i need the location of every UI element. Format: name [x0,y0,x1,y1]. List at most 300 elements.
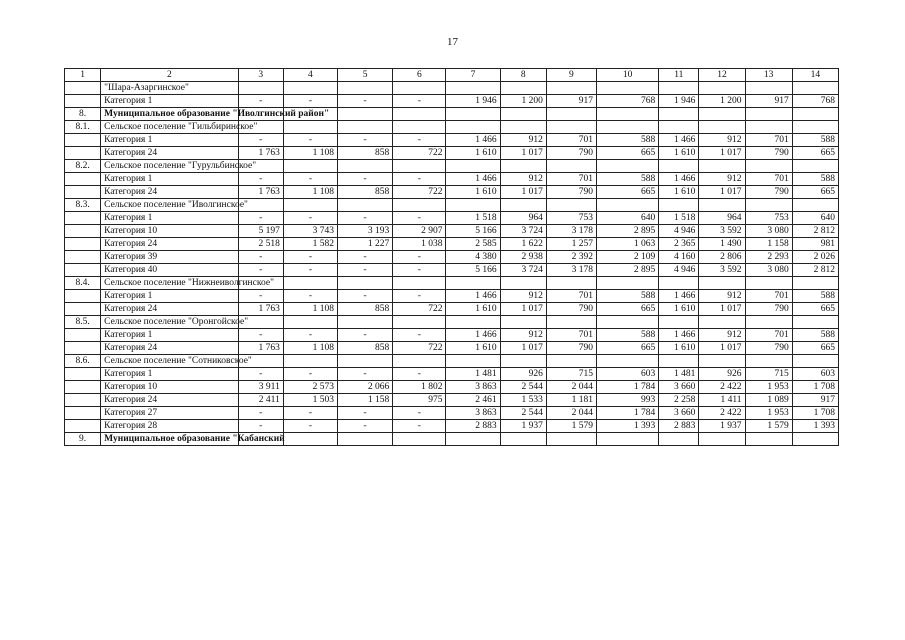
value-cell [283,82,337,95]
value-cell: 5 166 [446,225,500,238]
row-name: Муниципальное образование "Иволгинский район" [101,108,239,121]
value-cell: 701 [745,134,792,147]
value-cell: 2 895 [597,264,659,277]
value-cell: 2 411 [238,394,283,407]
value-cell [745,160,792,173]
value-cell: 912 [500,329,546,342]
row-index [65,303,101,316]
value-cell: 2 422 [699,407,745,420]
value-cell: 1 017 [699,303,745,316]
row-index: 9. [65,433,101,446]
value-cell [792,316,838,329]
value-cell [393,355,446,368]
row-name: Категория 1 [101,329,239,342]
row-index [65,290,101,303]
row-index [65,186,101,199]
value-cell: 2 109 [597,251,659,264]
value-cell: - [283,368,337,381]
value-cell [699,355,745,368]
value-cell: - [393,95,446,108]
value-cell: 858 [338,342,393,355]
value-cell: 603 [792,368,838,381]
value-cell [745,82,792,95]
value-cell: 1 466 [446,290,500,303]
column-header: 8 [500,69,546,82]
value-cell: 665 [597,147,659,160]
value-cell: 975 [393,394,446,407]
value-cell: 2 293 [745,251,792,264]
table-row [65,368,839,381]
table-row [65,394,839,407]
value-cell: 1 708 [792,407,838,420]
value-cell: 3 080 [745,225,792,238]
value-cell [393,108,446,121]
value-cell [283,160,337,173]
value-cell: 768 [597,95,659,108]
value-cell: 1 622 [500,238,546,251]
row-name: Категория 24 [101,147,239,160]
value-cell [446,82,500,95]
value-cell: 665 [597,303,659,316]
value-cell [338,199,393,212]
value-cell: 1 481 [446,368,500,381]
value-cell: - [393,212,446,225]
value-cell: - [393,420,446,433]
table-row [65,264,839,277]
value-cell: 790 [546,186,596,199]
row-index: 8.5. [65,316,101,329]
value-cell [699,316,745,329]
value-cell [699,277,745,290]
table-row [65,173,839,186]
value-cell: 926 [500,368,546,381]
row-name: Категория 1 [101,134,239,147]
row-index [65,251,101,264]
value-cell: 1 017 [500,186,546,199]
value-cell: 1 582 [283,238,337,251]
row-index: 8. [65,108,101,121]
table-row [65,316,839,329]
value-cell [283,121,337,134]
row-name: Категория 24 [101,394,239,407]
value-cell: 1 610 [659,303,699,316]
row-name: Категория 40 [101,264,239,277]
value-cell [446,355,500,368]
value-cell [446,121,500,134]
value-cell: 1 953 [745,381,792,394]
value-cell: 768 [792,95,838,108]
column-header: 1 [65,69,101,82]
row-index [65,264,101,277]
value-cell: - [393,407,446,420]
value-cell [546,316,596,329]
value-cell: 640 [792,212,838,225]
value-cell [338,355,393,368]
value-cell [546,121,596,134]
row-name: Категория 28 [101,420,239,433]
value-cell: 588 [597,290,659,303]
value-cell: 665 [792,303,838,316]
table-row [65,342,839,355]
value-cell: 2 812 [792,225,838,238]
value-cell: 701 [745,290,792,303]
value-cell: 1 610 [446,186,500,199]
row-index: 8.6. [65,355,101,368]
value-cell: 640 [597,212,659,225]
value-cell: 753 [745,212,792,225]
value-cell [283,433,337,446]
row-index [65,147,101,160]
value-cell: 665 [597,186,659,199]
value-cell: 3 178 [546,264,596,277]
value-cell: 1 017 [699,342,745,355]
value-cell: 4 946 [659,225,699,238]
value-cell [393,316,446,329]
value-cell [659,316,699,329]
value-cell [446,277,500,290]
value-cell: 701 [546,173,596,186]
value-cell: - [238,212,283,225]
row-index [65,95,101,108]
row-index [65,134,101,147]
value-cell: 1 518 [446,212,500,225]
value-cell [338,433,393,446]
table-row [65,407,839,420]
value-cell: 665 [792,342,838,355]
value-cell: 1 763 [238,147,283,160]
value-cell: - [393,368,446,381]
value-cell: 701 [546,329,596,342]
table-row [65,199,839,212]
value-cell: 753 [546,212,596,225]
row-name: Сельское поселение "Гурульбинское" [101,160,239,173]
row-index [65,238,101,251]
value-cell: 2 026 [792,251,838,264]
value-cell [338,108,393,121]
row-index [65,173,101,186]
value-cell [546,433,596,446]
value-cell: 2 044 [546,381,596,394]
value-cell [745,121,792,134]
value-cell: 603 [597,368,659,381]
value-cell [500,316,546,329]
value-cell: - [393,134,446,147]
row-name: Категория 39 [101,251,239,264]
value-cell [792,355,838,368]
value-cell [659,121,699,134]
value-cell: - [338,95,393,108]
value-cell: 1 017 [500,147,546,160]
table-row [65,95,839,108]
value-cell: 917 [792,394,838,407]
value-cell: 1 533 [500,394,546,407]
value-cell: 1 257 [546,238,596,251]
value-cell: 1 946 [659,95,699,108]
value-cell [597,108,659,121]
table-row [65,433,839,446]
value-cell [500,108,546,121]
value-cell: 701 [745,173,792,186]
table-row [65,303,839,316]
value-cell: 858 [338,147,393,160]
value-cell: 1 610 [659,147,699,160]
row-name: Категория 1 [101,95,239,108]
value-cell: 1 038 [393,238,446,251]
value-cell [546,199,596,212]
value-cell: - [338,329,393,342]
value-cell: - [283,264,337,277]
value-cell: 1 503 [283,394,337,407]
value-cell: 912 [699,329,745,342]
value-cell [659,160,699,173]
value-cell: 1 466 [446,173,500,186]
value-cell: 4 946 [659,264,699,277]
value-cell [699,82,745,95]
value-cell: 3 178 [546,225,596,238]
row-index [65,368,101,381]
value-cell [597,121,659,134]
value-cell [546,108,596,121]
value-cell: - [283,290,337,303]
value-cell: 3 660 [659,407,699,420]
table-row [65,290,839,303]
value-cell [792,82,838,95]
value-cell [597,316,659,329]
table-row [65,121,839,134]
value-cell [446,433,500,446]
value-cell: 2 883 [659,420,699,433]
value-cell: - [338,173,393,186]
value-cell: 665 [792,186,838,199]
value-cell: 2 806 [699,251,745,264]
value-cell: 1 200 [699,95,745,108]
value-cell: - [338,420,393,433]
table-row [65,329,839,342]
row-index [65,212,101,225]
row-name: Категория 24 [101,186,239,199]
value-cell: 3 743 [283,225,337,238]
value-cell: 1 158 [338,394,393,407]
value-cell: 790 [745,147,792,160]
value-cell: 2 365 [659,238,699,251]
value-cell: 858 [338,186,393,199]
row-name: Муниципальное образование "Кабанский [101,433,239,446]
row-index: 8.3. [65,199,101,212]
row-name: Сельское поселение "Гильбиринское" [101,121,239,134]
column-header: 2 [101,69,239,82]
value-cell: 722 [393,147,446,160]
value-cell: - [283,407,337,420]
value-cell [500,199,546,212]
value-cell [699,108,745,121]
value-cell: - [238,368,283,381]
column-header: 3 [238,69,283,82]
value-cell: 3 863 [446,407,500,420]
value-cell: 1 108 [283,186,337,199]
value-cell: - [393,173,446,186]
value-cell [659,199,699,212]
row-name: "Шара-Азаргинское" [101,82,239,95]
value-cell [792,160,838,173]
value-cell [792,433,838,446]
value-cell: - [338,251,393,264]
value-cell: 1 518 [659,212,699,225]
value-cell [338,121,393,134]
value-cell: 2 066 [338,381,393,394]
value-cell: 993 [597,394,659,407]
value-cell: 1 610 [659,342,699,355]
value-cell [792,277,838,290]
value-cell: 3 911 [238,381,283,394]
value-cell [597,277,659,290]
value-cell: - [338,290,393,303]
value-cell: 790 [546,303,596,316]
value-cell: 722 [393,186,446,199]
value-cell: 2 883 [446,420,500,433]
value-cell: 1 158 [745,238,792,251]
value-cell: 1 784 [597,407,659,420]
row-name: Категория 24 [101,303,239,316]
tariff-table [64,68,839,446]
value-cell [500,355,546,368]
value-cell [659,82,699,95]
value-cell: 3 193 [338,225,393,238]
value-cell: 1 017 [699,186,745,199]
value-cell: - [393,264,446,277]
value-cell: - [283,173,337,186]
value-cell: - [283,251,337,264]
value-cell: - [393,290,446,303]
row-name: Категория 1 [101,290,239,303]
value-cell: - [238,134,283,147]
value-cell [745,433,792,446]
value-cell [500,433,546,446]
value-cell: 912 [500,134,546,147]
value-cell: - [338,134,393,147]
value-cell: 1 393 [792,420,838,433]
value-cell [659,433,699,446]
value-cell: 1 481 [659,368,699,381]
value-cell [546,160,596,173]
table-row [65,108,839,121]
row-index [65,82,101,95]
value-cell: 1 579 [546,420,596,433]
value-cell: 981 [792,238,838,251]
value-cell: - [283,134,337,147]
value-cell: 926 [699,368,745,381]
value-cell: 1 610 [659,186,699,199]
value-cell: 715 [745,368,792,381]
value-cell: 964 [500,212,546,225]
page-number: 17 [447,36,458,48]
value-cell: 665 [792,147,838,160]
row-index [65,342,101,355]
table-body [65,69,839,446]
column-header: 9 [546,69,596,82]
value-cell: - [283,329,337,342]
value-cell: - [238,173,283,186]
value-cell [393,277,446,290]
value-cell: 1 466 [446,134,500,147]
value-cell: 1 946 [446,95,500,108]
value-cell: 701 [546,134,596,147]
value-cell: 1 466 [659,290,699,303]
value-cell: 722 [393,342,446,355]
value-cell [745,108,792,121]
value-cell: 964 [699,212,745,225]
value-cell: 2 461 [446,394,500,407]
value-cell: 912 [699,134,745,147]
value-cell: - [338,264,393,277]
column-header: 13 [745,69,792,82]
value-cell [393,121,446,134]
value-cell [283,316,337,329]
value-cell: 588 [597,173,659,186]
value-cell: 715 [546,368,596,381]
value-cell: 5 197 [238,225,283,238]
row-index: 8.1. [65,121,101,134]
column-header: 6 [393,69,446,82]
value-cell: 2 812 [792,264,838,277]
value-cell [338,277,393,290]
value-cell: 1 089 [745,394,792,407]
table-row [65,381,839,394]
value-cell: - [283,420,337,433]
value-cell: 1 466 [446,329,500,342]
value-cell: 2 044 [546,407,596,420]
value-cell [393,199,446,212]
value-cell: 1 063 [597,238,659,251]
column-header: 14 [792,69,838,82]
value-cell: 1 200 [500,95,546,108]
value-cell [597,355,659,368]
value-cell: - [238,407,283,420]
row-name: Категория 1 [101,368,239,381]
value-cell: - [238,95,283,108]
value-cell: 4 160 [659,251,699,264]
value-cell [446,160,500,173]
value-cell [659,355,699,368]
value-cell: 790 [546,147,596,160]
row-name: Категория 10 [101,381,239,394]
table-row [65,277,839,290]
value-cell: 1 181 [546,394,596,407]
value-cell [699,121,745,134]
value-cell: 917 [546,95,596,108]
value-cell: 1 763 [238,186,283,199]
value-cell: 588 [792,173,838,186]
value-cell: 1 610 [446,147,500,160]
value-cell [597,82,659,95]
value-cell: 2 422 [699,381,745,394]
value-cell: 1 784 [597,381,659,394]
value-cell: 917 [745,95,792,108]
value-cell: 1 108 [283,303,337,316]
value-cell [546,82,596,95]
value-cell [699,160,745,173]
value-cell [659,277,699,290]
value-cell: 3 080 [745,264,792,277]
table-row [65,420,839,433]
value-cell: 722 [393,303,446,316]
value-cell: 1 802 [393,381,446,394]
row-name: Сельское поселение "Сотниковское" [101,355,239,368]
row-index: 8.4. [65,277,101,290]
value-cell [393,82,446,95]
value-cell: 588 [597,134,659,147]
value-cell [745,355,792,368]
table-row [65,225,839,238]
